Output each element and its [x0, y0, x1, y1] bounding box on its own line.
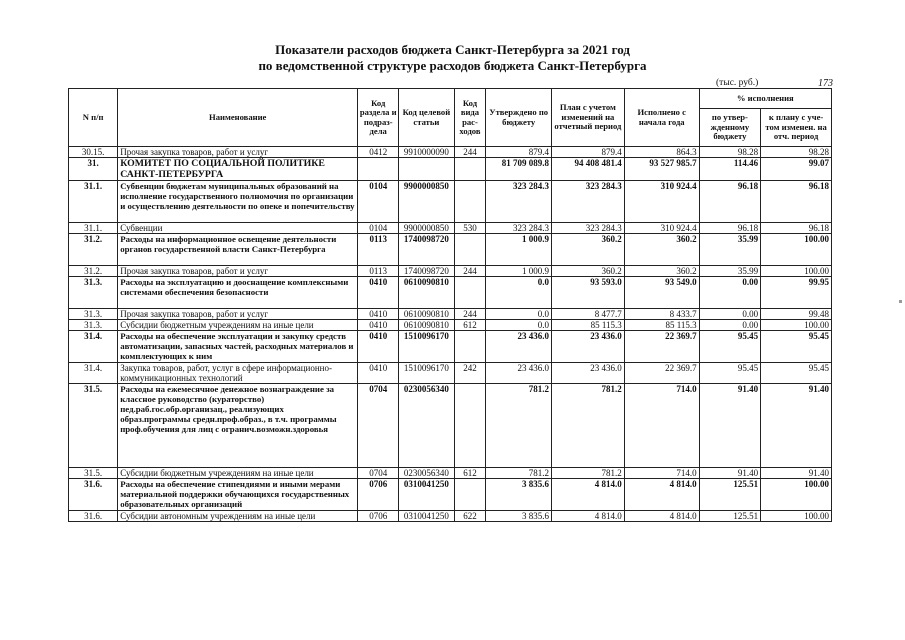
row-section-code: 0410 [358, 363, 399, 384]
row-section-code: 0410 [358, 309, 399, 320]
row-section-code: 0113 [358, 234, 399, 266]
table-row [69, 309, 832, 320]
row-plan: 323 284.3 [551, 223, 624, 234]
row-pct-plan: 99.48 [761, 309, 832, 320]
header-percent-group: % исполнения [699, 89, 831, 109]
row-target-code: 0230056340 [399, 384, 454, 468]
row-section-code [358, 158, 399, 181]
row-type-code: 244 [454, 266, 486, 277]
row-name: Прочая закупка товаров, работ и услуг [118, 266, 358, 277]
row-plan: 360.2 [551, 234, 624, 266]
row-name: КОМИТЕТ ПО СОЦИАЛЬНОЙ ПОЛИТИКЕ САНКТ-ПЕТЕРБУРГА [118, 158, 358, 181]
table-row [69, 468, 832, 479]
row-target-code: 1740098720 [399, 266, 454, 277]
row-pct-plan: 100.00 [761, 234, 832, 266]
header-approved: Утверждено по бюджету [486, 89, 552, 147]
row-pct-approved: 0.00 [699, 309, 761, 320]
row-type-code [454, 181, 486, 223]
row-executed: 4 814.0 [624, 479, 699, 511]
row-approved: 3 835.6 [486, 511, 552, 522]
row-pct-approved: 95.45 [699, 363, 761, 384]
row-section-code: 0706 [358, 479, 399, 511]
row-type-code [454, 234, 486, 266]
row-pct-approved: 0.00 [699, 277, 761, 309]
row-pct-plan: 95.45 [761, 363, 832, 384]
row-number: 31.3. [69, 309, 118, 320]
row-approved: 879.4 [486, 147, 552, 158]
row-approved: 3 835.6 [486, 479, 552, 511]
header-name: Наименование [118, 89, 358, 147]
row-pct-plan: 100.00 [761, 320, 832, 331]
row-name: Расходы на обеспечение стипендиями и иными мерами материальной поддержки обучающихся государственных образовательных организаций [118, 479, 358, 511]
row-target-code [399, 158, 454, 181]
row-pct-plan: 98.28 [761, 147, 832, 158]
report-title-line1: Показатели расходов бюджета Санкт-Петербурга за 2021 год [275, 42, 630, 57]
row-name: Закупка товаров, работ, услуг в сфере информационно-коммуникационных технологий [118, 363, 358, 384]
row-approved: 781.2 [486, 468, 552, 479]
row-approved: 323 284.3 [486, 223, 552, 234]
row-number: 31.2. [69, 266, 118, 277]
row-target-code: 1740098720 [399, 234, 454, 266]
row-name: Расходы на ежемесячное денежное вознаграждение за классное руководство (кураторство) пед.раб.гос.обр.организац., реализующих образ.программы средн.проф.образ., в т.ч. программы проф.обучения для лиц с огранич.возможн.здоровья [118, 384, 358, 468]
row-pct-approved: 114.46 [699, 158, 761, 181]
table-row [69, 384, 832, 468]
header-type-code: Код вида рас-ходов [454, 89, 486, 147]
row-target-code: 0610090810 [399, 320, 454, 331]
row-pct-approved: 98.28 [699, 147, 761, 158]
row-approved: 23 436.0 [486, 331, 552, 363]
row-plan: 23 436.0 [551, 363, 624, 384]
row-section-code: 0412 [358, 147, 399, 158]
table-row [69, 234, 832, 266]
row-number: 31.3. [69, 320, 118, 331]
table-row [69, 320, 832, 331]
row-target-code: 0610090810 [399, 277, 454, 309]
row-pct-plan: 99.95 [761, 277, 832, 309]
row-pct-approved: 96.18 [699, 223, 761, 234]
row-type-code [454, 277, 486, 309]
units-label: (тыс. руб.) [716, 78, 759, 88]
header-executed: Исполнено с начала года [624, 89, 699, 147]
row-executed: 4 814.0 [624, 511, 699, 522]
row-number: 31.6. [69, 511, 118, 522]
row-section-code: 0113 [358, 266, 399, 277]
row-number: 30.15. [69, 147, 118, 158]
row-pct-approved: 91.40 [699, 384, 761, 468]
row-approved: 81 709 089.8 [486, 158, 552, 181]
table-row [69, 266, 832, 277]
row-number: 31.4. [69, 331, 118, 363]
row-executed: 714.0 [624, 468, 699, 479]
row-executed: 310 924.4 [624, 181, 699, 223]
row-target-code: 0310041250 [399, 479, 454, 511]
budget-table [68, 88, 832, 522]
row-pct-approved: 91.40 [699, 468, 761, 479]
row-pct-plan: 99.07 [761, 158, 832, 181]
row-approved: 1 000.9 [486, 266, 552, 277]
row-approved: 0.0 [486, 309, 552, 320]
row-plan: 323 284.3 [551, 181, 624, 223]
row-type-code: 242 [454, 363, 486, 384]
row-executed: 93 527 985.7 [624, 158, 699, 181]
row-pct-approved: 0.00 [699, 320, 761, 331]
page-number: 173 [818, 78, 833, 89]
row-executed: 93 549.0 [624, 277, 699, 309]
row-pct-approved: 125.51 [699, 511, 761, 522]
row-target-code: 1510096170 [399, 363, 454, 384]
row-target-code: 0230056340 [399, 468, 454, 479]
row-number: 31.4. [69, 363, 118, 384]
table-row [69, 181, 832, 223]
row-section-code: 0704 [358, 384, 399, 468]
row-target-code: 0310041250 [399, 511, 454, 522]
row-executed: 714.0 [624, 384, 699, 468]
row-name: Субсидии бюджетным учреждениям на иные цели [118, 468, 358, 479]
table-row [69, 158, 832, 181]
header-target-code: Код целевой статьи [399, 89, 454, 147]
row-target-code: 1510096170 [399, 331, 454, 363]
row-approved: 0.0 [486, 277, 552, 309]
row-section-code: 0704 [358, 468, 399, 479]
row-pct-approved: 96.18 [699, 181, 761, 223]
row-pct-plan: 95.45 [761, 331, 832, 363]
row-approved: 23 436.0 [486, 363, 552, 384]
row-section-code: 0410 [358, 277, 399, 309]
row-target-code: 9900000850 [399, 223, 454, 234]
row-approved: 781.2 [486, 384, 552, 468]
row-name: Субсидии автономным учреждениям на иные цели [118, 511, 358, 522]
row-pct-plan: 91.40 [761, 468, 832, 479]
table-row [69, 331, 832, 363]
row-plan: 4 814.0 [551, 511, 624, 522]
row-pct-plan: 96.18 [761, 223, 832, 234]
row-type-code: 244 [454, 309, 486, 320]
report-title-line2: по ведомственной структуре расходов бюджета Санкт-Петербурга [258, 58, 647, 73]
row-type-code [454, 158, 486, 181]
header-pct-approved: по утвер-жденному бюджету [699, 109, 761, 147]
row-name: Расходы на обеспечение эксплуатации и закупку средств автоматизации, запасных частей, расходных материалов и комплектующих к ним [118, 331, 358, 363]
row-pct-approved: 35.99 [699, 234, 761, 266]
row-plan: 781.2 [551, 468, 624, 479]
row-pct-approved: 125.51 [699, 479, 761, 511]
row-plan: 360.2 [551, 266, 624, 277]
row-plan: 85 115.3 [551, 320, 624, 331]
row-executed: 8 433.7 [624, 309, 699, 320]
row-section-code: 0706 [358, 511, 399, 522]
row-approved: 0.0 [486, 320, 552, 331]
row-type-code [454, 479, 486, 511]
row-plan: 94 408 481.4 [551, 158, 624, 181]
row-executed: 360.2 [624, 234, 699, 266]
header-pct-plan: к плану с уче-том изменен. на отч. период [761, 109, 832, 147]
row-target-code: 9900000850 [399, 181, 454, 223]
header-plan: План с учетом изменений на отчетный период [551, 89, 624, 147]
row-plan: 781.2 [551, 384, 624, 468]
row-plan: 4 814.0 [551, 479, 624, 511]
row-number: 31.6. [69, 479, 118, 511]
row-name: Прочая закупка товаров, работ и услуг [118, 147, 358, 158]
row-pct-plan: 100.00 [761, 479, 832, 511]
row-pct-approved: 95.45 [699, 331, 761, 363]
row-plan: 93 593.0 [551, 277, 624, 309]
row-pct-plan: 100.00 [761, 266, 832, 277]
row-number: 31.1. [69, 181, 118, 223]
table-row [69, 363, 832, 384]
row-number: 31.1. [69, 223, 118, 234]
row-name: Прочая закупка товаров, работ и услуг [118, 309, 358, 320]
row-section-code: 0104 [358, 223, 399, 234]
table-row [69, 511, 832, 522]
header-num: N п/п [69, 89, 118, 147]
row-type-code: 612 [454, 468, 486, 479]
row-number: 31.5. [69, 468, 118, 479]
row-section-code: 0104 [358, 181, 399, 223]
row-approved: 323 284.3 [486, 181, 552, 223]
row-type-code: 622 [454, 511, 486, 522]
row-target-code: 0610090810 [399, 309, 454, 320]
table-row [69, 479, 832, 511]
row-section-code: 0410 [358, 331, 399, 363]
row-name: Субвенции [118, 223, 358, 234]
row-number: 31.3. [69, 277, 118, 309]
table-body [69, 147, 832, 522]
row-pct-plan: 91.40 [761, 384, 832, 468]
row-pct-plan: 96.18 [761, 181, 832, 223]
header-section-code: Код раздела и подраз-дела [358, 89, 399, 147]
row-type-code [454, 384, 486, 468]
row-name: Субвенции бюджетам муниципальных образований на исполнение государственного полномочия по организации и осуществлению деятельности по опеке и попечительству [118, 181, 358, 223]
row-type-code: 530 [454, 223, 486, 234]
row-executed: 22 369.7 [624, 363, 699, 384]
row-type-code: 244 [454, 147, 486, 158]
row-plan: 8 477.7 [551, 309, 624, 320]
row-executed: 310 924.4 [624, 223, 699, 234]
row-type-code: 612 [454, 320, 486, 331]
row-pct-approved: 35.99 [699, 266, 761, 277]
scan-speck [899, 300, 902, 303]
row-name: Расходы на эксплуатацию и дооснащение комплексными системами обеспечения безопасности [118, 277, 358, 309]
row-plan: 879.4 [551, 147, 624, 158]
row-number: 31.2. [69, 234, 118, 266]
row-executed: 22 369.7 [624, 331, 699, 363]
row-name: Субсидии бюджетным учреждениям на иные цели [118, 320, 358, 331]
row-executed: 864.3 [624, 147, 699, 158]
row-pct-plan: 100.00 [761, 511, 832, 522]
row-plan: 23 436.0 [551, 331, 624, 363]
row-approved: 1 000.9 [486, 234, 552, 266]
row-type-code [454, 331, 486, 363]
row-number: 31.5. [69, 384, 118, 468]
table-row [69, 277, 832, 309]
table-row [69, 223, 832, 234]
table-row [69, 147, 832, 158]
row-target-code: 9910000090 [399, 147, 454, 158]
row-executed: 360.2 [624, 266, 699, 277]
row-number: 31. [69, 158, 118, 181]
row-executed: 85 115.3 [624, 320, 699, 331]
row-section-code: 0410 [358, 320, 399, 331]
row-name: Расходы на информационное освещение деятельности органов государственной власти Санкт-Петербурга [118, 234, 358, 266]
